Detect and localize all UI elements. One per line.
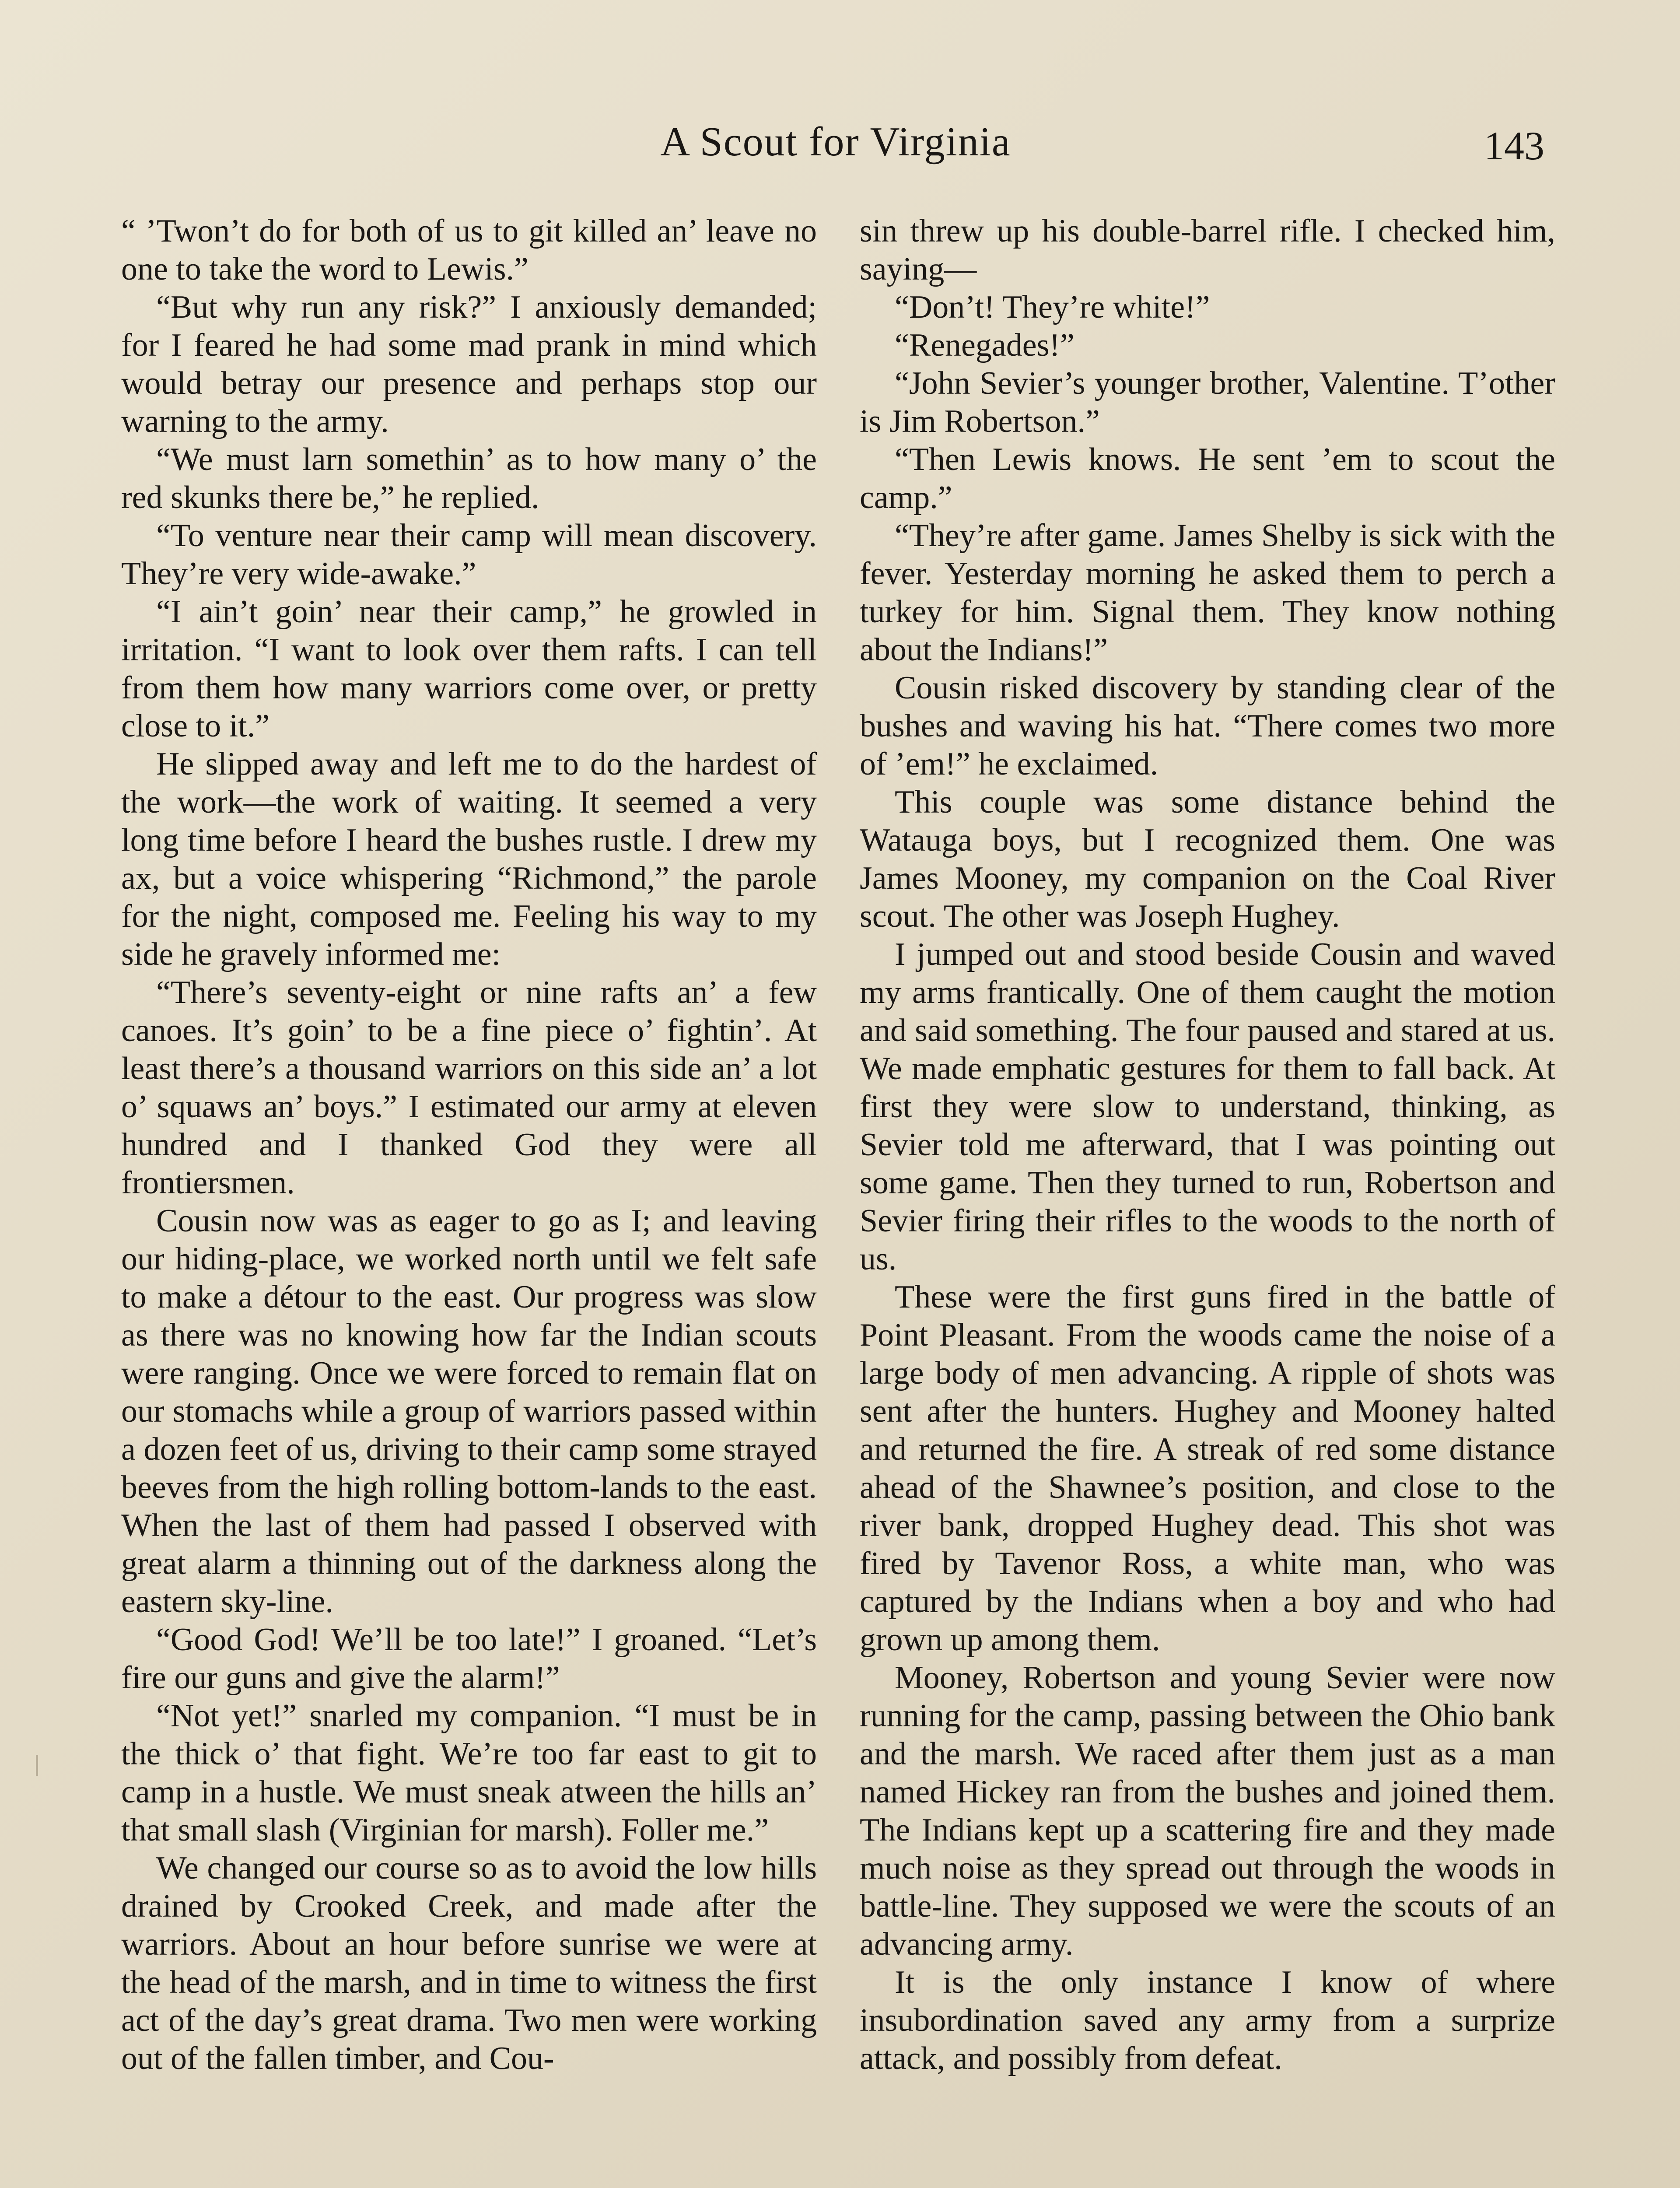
page-number: 143 <box>1484 123 1544 168</box>
right-text-column <box>860 212 1555 2078</box>
paragraph: These were the first guns fired in the battle of Point Pleasant. From the woods came the noise of a large body of men advancing. A ripple of shots was sent after the hunters. Hughey and Mooney halted and returned the fire. A streak of red some distance ahead of the Shawnee’s position, and close to the river bank, dropped Hughey dead. This shot was fired by Tavenor Ross, a white man, who was captured by the Indians when a boy and who had grown up among them. <box>860 1279 1555 1658</box>
paragraph: “Not yet!” snarled my companion. “I must be in the thick o’ that fight. We’re too far east to git to camp in a hustle. We must sneak atween the hills an’ that small slash (Virginian for marsh). Foller me.” <box>121 1698 817 1848</box>
paragraph: “There’s seventy-eight or nine rafts an’ a few canoes. It’s goin’ to be a fine piece o’ fightin’. At least there’s a thousand warriors on this side an’ a lot o’ squaws an’ boys.” I estimated our army at eleven hundred and I thanked God they were all frontiersmen. <box>121 975 817 1201</box>
paragraph: He slipped away and left me to do the hardest of the work—the work of waiting. It seemed a very long time before I heard the bushes rustle. I drew my ax, but a voice whispering “Richmond,” the parole for the night, composed me. Feeling his way to my side he gravely informed me: <box>121 746 817 972</box>
paragraph: “Don’t! They’re white!” <box>895 289 1210 325</box>
paragraph: “But why run any risk?” I anxiously demanded; for I feared he had some mad prank in mind which would betray our presence and perhaps stop our warning to the army. <box>121 289 817 439</box>
paragraph: It is the only instance I know of where insubordination saved any army from a surprize attack, and possibly from defeat. <box>860 1964 1555 2076</box>
paragraph: I jumped out and stood beside Cousin and waved my arms frantically. One of them caught the motion and said something. The four paused and stared at us. We made emphatic gestures for them to fall back. At first they were slow to understand, thinking, as Sevier told me afterward, that I was pointing out some game. Then they turned to run, Robertson and Sevier firing their rifles to the woods to the north of us. <box>860 936 1555 1277</box>
margin-mark <box>36 1755 38 1776</box>
page-header <box>114 118 1558 184</box>
paragraph: “Then Lewis knows. He sent ’em to scout the camp.” <box>860 442 1555 515</box>
left-text-column <box>121 212 817 2078</box>
paragraph: “We must larn somethin’ as to how many o’ the red skunks there be,” he replied. <box>121 442 817 515</box>
paragraph: Cousin now was as eager to go as I; and leaving our hiding-place, we worked north until we felt safe to make a détour to the east. Our progress was slow as there was no knowing how far the Indian scouts were ranging. Once we were forced to remain flat on our stomachs while a group of warriors passed within a dozen feet of us, driving to their camp some strayed beeves from the high rolling bottom-lands to the east. When the last of them had passed I observed with great alarm a thinning out of the darkness along the eastern sky-line. <box>121 1203 817 1620</box>
paragraph: “Good God! We’ll be too late!” I groaned. “Let’s fire our guns and give the alarm!” <box>121 1622 817 1696</box>
paragraph: We changed our course so as to avoid the low hills drained by Crooked Creek, and made after the warriors. About an hour before sunrise we were at the head of the marsh, and in time to witness the first act of the day’s great drama. Two men were working out of the fallen timber, and Cou- <box>121 1850 817 2076</box>
paragraph: “To venture near their camp will mean discovery. They’re very wide-awake.” <box>121 518 817 592</box>
paragraph: This couple was some distance behind the Watauga boys, but I recognized them. One was James Mooney, my companion on the Coal River scout. The other was Joseph Hughey. <box>860 784 1555 934</box>
running-title: A Scout for Virginia <box>660 119 1011 165</box>
paragraph: “ ’Twon’t do for both of us to git killed an’ leave no one to take the word to Lewis.” <box>121 213 817 287</box>
paragraph: “I ain’t goin’ near their camp,” he growled in irritation. “I want to look over them rafts. I can tell from them how many warriors come over, or pretty close to it.” <box>121 594 817 744</box>
paragraph: Mooney, Robertson and young Sevier were now running for the camp, passing between the Ohio bank and the marsh. We raced after them just as a man named Hickey ran from the bushes and joined them. The Indians kept up a scattering fire and they made much noise as they spread out through the woods in battle-line. They supposed we were the scouts of an advancing army. <box>860 1660 1555 1962</box>
paragraph: “Renegades!” <box>895 327 1074 363</box>
paragraph: sin threw up his double-barrel rifle. I checked him, saying— <box>860 213 1555 287</box>
paragraph: “They’re after game. James Shelby is sick with the fever. Yesterday morning he asked them to perch a turkey for him. Signal them. They know nothing about the Indians!” <box>860 518 1555 668</box>
paragraph: “John Sevier’s younger brother, Valentine. T’other is Jim Robertson.” <box>860 365 1555 439</box>
paragraph: Cousin risked discovery by standing clear of the bushes and waving his hat. “There comes two more of ’em!” he exclaimed. <box>860 670 1555 782</box>
